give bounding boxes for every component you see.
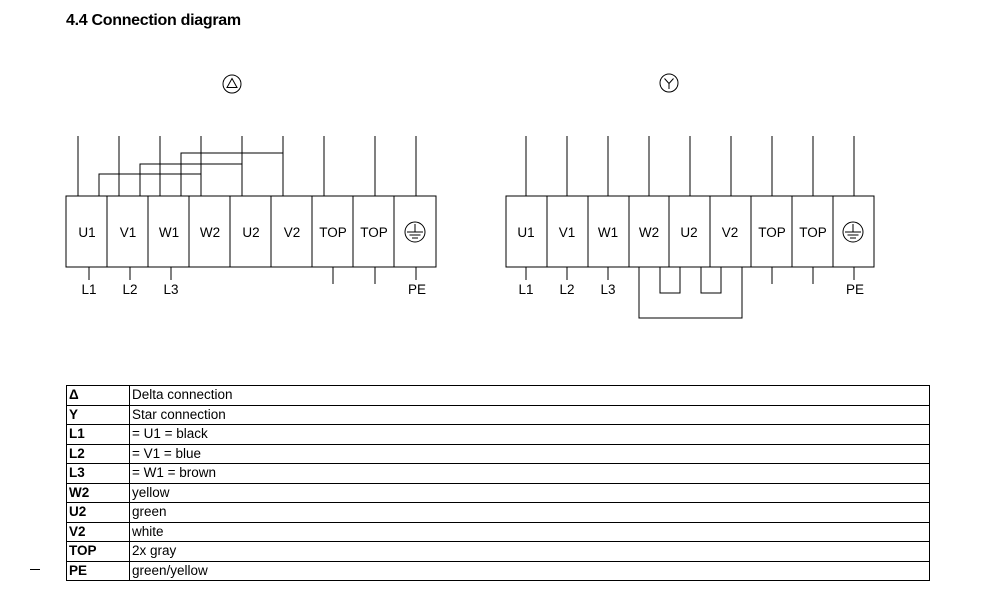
legend-table [66, 385, 930, 581]
legend-value: Delta connection [130, 386, 930, 406]
table-row [67, 561, 930, 581]
legend-value: = V1 = blue [130, 444, 930, 464]
legend-value: 2x gray [130, 542, 930, 562]
star-terminal-TOP-1: TOP [758, 225, 786, 240]
table-row [67, 542, 930, 562]
legend-key: PE [67, 561, 130, 581]
earth-icon [843, 222, 863, 242]
table-row [67, 425, 930, 445]
delta-terminal-U2: U2 [242, 225, 260, 240]
delta-symbol [223, 75, 241, 93]
delta-terminal-TOP-2: TOP [360, 225, 388, 240]
legend-key: TOP [67, 542, 130, 562]
delta-terminal-U1: U1 [78, 225, 96, 240]
table-row [67, 464, 930, 484]
delta-terminal-block [66, 136, 436, 284]
legend-key: L1 [67, 425, 130, 445]
table-row [67, 386, 930, 406]
star-terminal-W2: W2 [638, 225, 660, 240]
legend-value: Star connection [130, 405, 930, 425]
star-label-PE: PE [845, 282, 865, 297]
legend-key: V2 [67, 522, 130, 542]
delta-label-L2: L2 [122, 282, 138, 297]
table-row [67, 444, 930, 464]
star-symbol [660, 74, 678, 92]
legend-value: white [130, 522, 930, 542]
star-terminal-V1: V1 [558, 225, 576, 240]
table-row [67, 503, 930, 523]
legend-key: L3 [67, 464, 130, 484]
delta-terminal-W2: W2 [199, 225, 221, 240]
delta-label-L3: L3 [163, 282, 179, 297]
delta-terminal-W1: W1 [158, 225, 180, 240]
star-terminal-W1: W1 [597, 225, 619, 240]
legend-key: Δ [67, 386, 130, 406]
table-row [67, 522, 930, 542]
earth-icon [405, 222, 425, 242]
delta-label-PE: PE [407, 282, 427, 297]
legend-value: yellow [130, 483, 930, 503]
legend-key: U2 [67, 503, 130, 523]
page-title: 4.4 Connection diagram [66, 12, 241, 29]
star-label-L2: L2 [559, 282, 575, 297]
legend-value: green [130, 503, 930, 523]
star-terminal-U2: U2 [680, 225, 698, 240]
legend-key: L2 [67, 444, 130, 464]
star-terminal-TOP-2: TOP [799, 225, 827, 240]
star-label-L3: L3 [600, 282, 616, 297]
table-row [67, 405, 930, 425]
legend-key: W2 [67, 483, 130, 503]
legend-value: = W1 = brown [130, 464, 930, 484]
star-label-L1: L1 [518, 282, 534, 297]
delta-label-L1: L1 [81, 282, 97, 297]
legend-key: Y [67, 405, 130, 425]
legend-value: green/yellow [130, 561, 930, 581]
delta-terminal-V2: V2 [283, 225, 301, 240]
delta-terminal-TOP-1: TOP [319, 225, 347, 240]
legend-value: = U1 = black [130, 425, 930, 445]
star-terminal-V2: V2 [721, 225, 739, 240]
margin-mark [30, 569, 40, 570]
delta-terminal-V1: V1 [119, 225, 137, 240]
table-row [67, 483, 930, 503]
star-terminal-U1: U1 [517, 225, 535, 240]
